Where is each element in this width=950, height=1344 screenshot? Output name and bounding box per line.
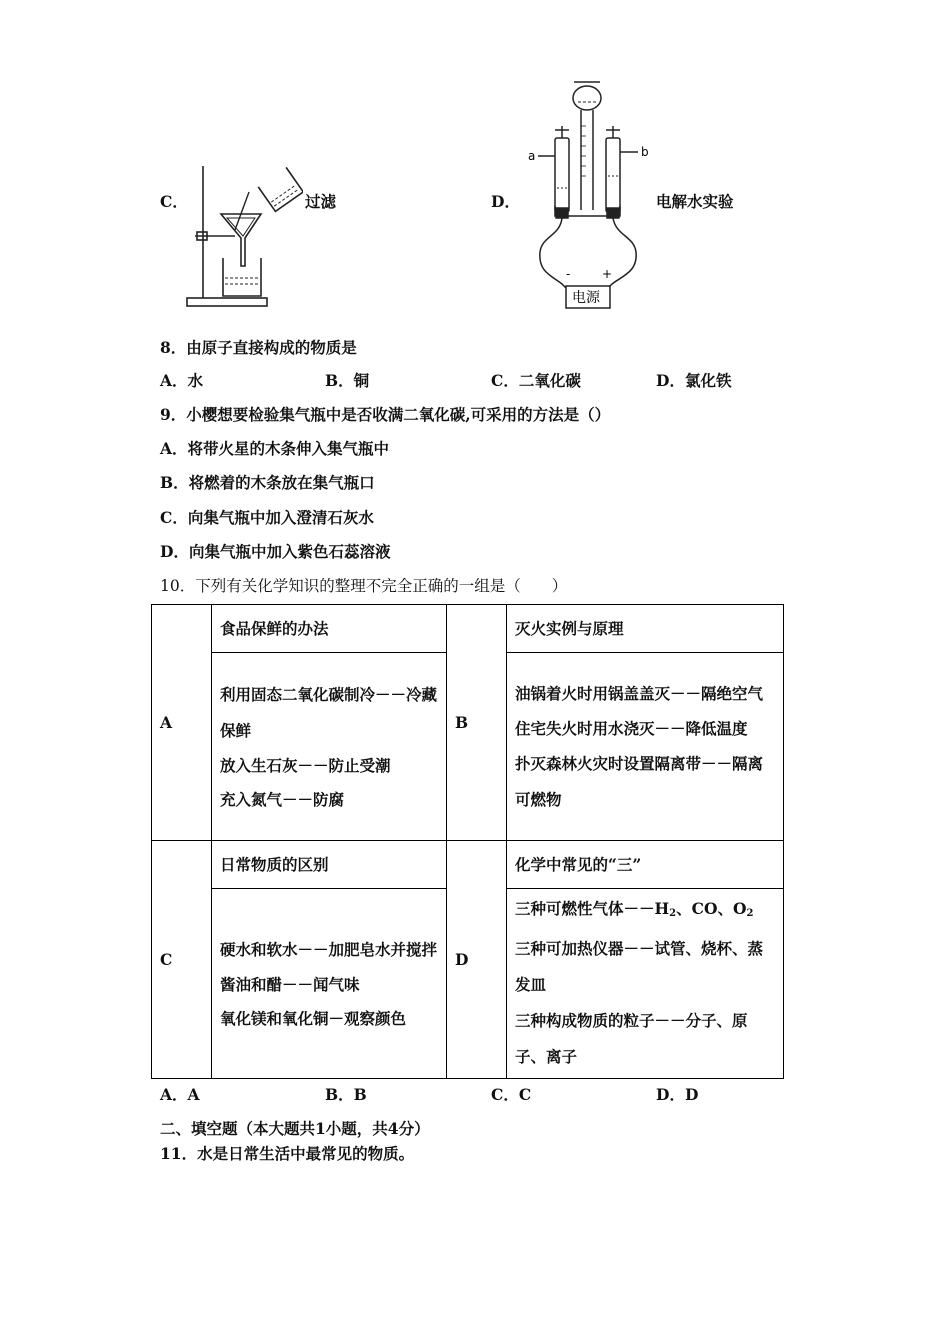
minus-label: -: [566, 267, 571, 281]
filtration-apparatus-figure: [183, 160, 303, 310]
group-c-line-1: 硬水和软水－－加肥皂水并搅拌: [220, 939, 438, 959]
group-b-label: B: [447, 605, 507, 841]
group-d-body: [507, 889, 784, 1079]
q10-option-a: A．A: [160, 1085, 200, 1104]
group-a-body: [212, 653, 447, 841]
group-a-line-3: 充入氮气－－防腐: [220, 789, 345, 809]
section-2-heading: 二、填空题（本大题共1小题，共4分）: [160, 1119, 430, 1138]
q9-stem: 9．小樱想要检验集气瓶中是否收满二氧化碳,可采用的方法是（）: [160, 405, 611, 424]
q9-option-b: B．将燃着的木条放在集气瓶口: [160, 473, 375, 492]
q8-option-a: A．水: [160, 371, 204, 390]
q10-option-b: B．B: [325, 1085, 367, 1104]
q8-option-d: D．氯化铁: [656, 371, 732, 390]
group-c-title: 日常物质的区别: [212, 841, 447, 889]
group-d-label: D: [447, 841, 507, 1079]
group-b-body: [507, 653, 784, 841]
group-d-title: 化学中常见的“三”: [507, 841, 784, 889]
group-b-title: 灭火实例与原理: [507, 605, 784, 653]
q9-option-c: C．向集气瓶中加入澄清石灰水: [160, 508, 374, 527]
q8-option-b: B．铜: [325, 371, 370, 390]
q10-option-d: D．D: [656, 1085, 699, 1104]
group-a-line-2: 放入生石灰－－防止受潮: [220, 755, 391, 775]
group-c-body: [212, 889, 447, 1079]
group-a-label: A: [152, 605, 212, 841]
group-d-line-2: 三种可加热仪器－－试管、烧杯、蒸发皿: [515, 939, 764, 994]
group-b-line-3: 扑灭森林火灾时设置隔离带－－隔离可燃物: [515, 753, 764, 809]
group-c-label: C: [152, 841, 212, 1079]
q8-option-c: C．二氧化碳: [491, 371, 581, 390]
group-c-line-3: 氧化镁和氧化铜－观察颜色: [220, 1008, 407, 1028]
power-source-label: 电源: [572, 290, 600, 306]
option-d-caption: 电解水实验: [656, 192, 734, 211]
q9-option-d: D．向集气瓶中加入紫色石蕊溶液: [160, 542, 391, 561]
option-c-letter: C．: [160, 192, 188, 211]
plus-label: +: [602, 267, 613, 281]
q10-stem: 10．下列有关化学知识的整理不完全正确的一组是（ ）: [160, 577, 568, 595]
option-c-caption: 过滤: [305, 192, 337, 211]
q11-stem: 11．水是日常生活中最常见的物质。: [160, 1144, 415, 1163]
group-b-line-2: 住宅失火时用水浇灭－－降低温度: [515, 718, 748, 738]
group-d-line-1: 三种可燃性气体$--H_2$、CO、$O_2$: [515, 899, 754, 919]
tube-a-label: a: [528, 149, 536, 163]
q8-stem: 8．由原子直接构成的物质是: [160, 338, 357, 357]
q10-knowledge-table: [151, 604, 784, 1079]
tube-b-label: b: [641, 145, 649, 159]
q9-option-a: A．将带火星的木条伸入集气瓶中: [160, 439, 390, 458]
group-a-title: 食品保鲜的办法: [212, 605, 447, 653]
group-c-line-2: 酱油和醋－－闻气味: [220, 974, 360, 994]
q10-option-c: C．C: [491, 1085, 532, 1104]
group-d-line-3: 三种构成物质的粒子－－分子、原子、离子: [515, 1011, 748, 1066]
group-b-line-1: 油锅着火时用锅盖盖灭－－隔绝空气: [515, 683, 764, 703]
electrolysis-apparatus-figure: [522, 76, 652, 312]
option-d-letter: D．: [491, 192, 520, 211]
group-a-line-1: 利用固态二氧化碳制冷－－冷藏保鲜: [220, 684, 438, 740]
